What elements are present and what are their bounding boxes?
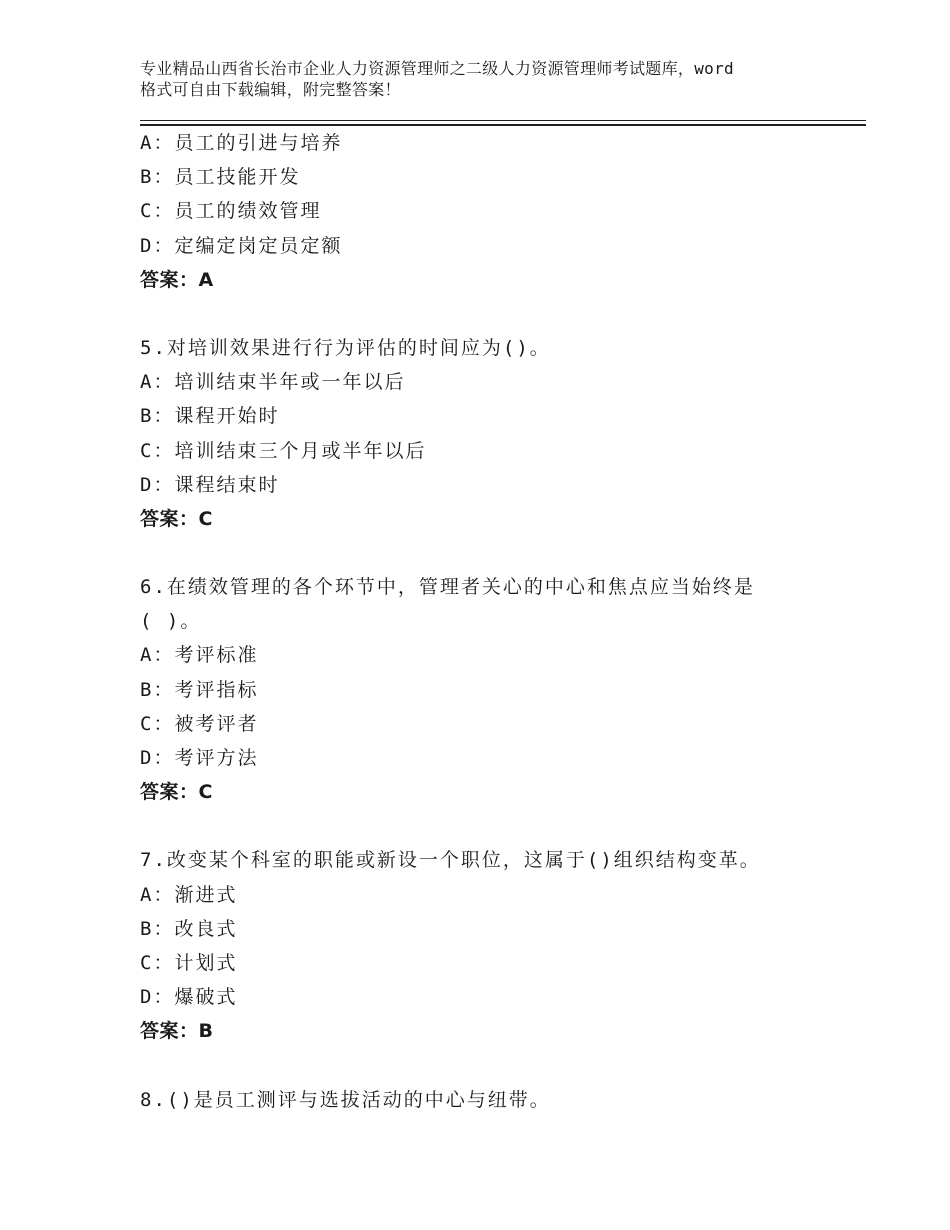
spacer	[140, 1049, 850, 1083]
document-body	[140, 126, 850, 1117]
question-block-7	[140, 843, 850, 1048]
spacer	[140, 809, 850, 843]
option-d: D：课程结束时	[140, 473, 280, 496]
question-stem: 7.改变某个科室的职能或新设一个职位，这属于()组织结构变革。	[140, 849, 761, 872]
question-block-6	[140, 570, 850, 809]
option-d: D：定编定岗定员定额	[140, 234, 343, 257]
option-c: C：培训结束三个月或半年以后	[140, 439, 427, 462]
question-block-5	[140, 331, 850, 536]
option-b: B：改良式	[140, 917, 238, 940]
option-a: A：培训结束半年或一年以后	[140, 371, 406, 394]
header-line-2: 格式可自由下载编辑，附完整答案！	[140, 80, 401, 99]
question-stem: 8.()是员工测评与选拔活动的中心与纽带。	[140, 1088, 551, 1111]
option-d: D：爆破式	[140, 986, 238, 1009]
header-line-1: 专业精品山西省长治市企业人力资源管理师之二级人力资源管理师考试题库，word	[140, 59, 734, 78]
question-stem: 5.对培训效果进行行为评估的时间应为()。	[140, 336, 551, 359]
question-block-prev	[140, 126, 850, 297]
option-a: A：渐进式	[140, 883, 238, 906]
option-a: A：考评标准	[140, 644, 259, 667]
question-stem: 6.在绩效管理的各个环节中，管理者关心的中心和焦点应当始终是	[140, 576, 755, 599]
option-c: C：员工的绩效管理	[140, 200, 322, 223]
spacer	[140, 536, 850, 570]
option-b: B：课程开始时	[140, 405, 280, 428]
option-b: B：员工技能开发	[140, 166, 301, 189]
option-d: D：考评方法	[140, 747, 259, 769]
answer-line: 答案：C	[140, 781, 213, 804]
answer-line: 答案：A	[140, 268, 214, 291]
question-block-8	[140, 1083, 850, 1117]
option-c: C：计划式	[140, 951, 238, 974]
answer-line: 答案：B	[140, 1020, 214, 1043]
answer-line: 答案：C	[140, 507, 213, 530]
header-rule-thin	[140, 120, 866, 121]
spacer	[140, 297, 850, 331]
option-a: A：员工的引进与培养	[140, 132, 343, 154]
question-stem-continued: ( )。	[140, 610, 202, 633]
option-c: C：被考评者	[140, 712, 259, 735]
page-header	[140, 58, 840, 100]
option-b: B：考评指标	[140, 678, 259, 701]
